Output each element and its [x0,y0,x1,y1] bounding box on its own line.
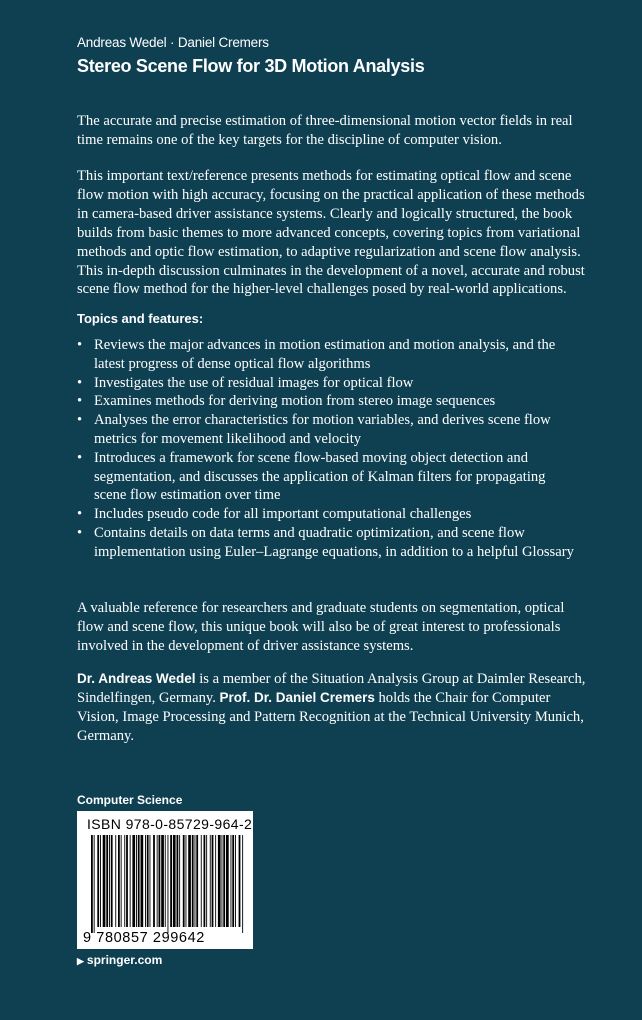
features-list [77,336,577,562]
barcode-bar [136,835,137,927]
barcode-bar [111,835,113,927]
subject-category: Computer Science [77,793,183,807]
feature-item: • Reviews the major advances in motion estimation and motion analysis, and the latest progress of dense optical flow algorithms [77,336,577,374]
author1-name: Dr. Andreas Wedel [77,671,196,686]
barcode-bar [195,835,196,927]
topics-heading: Topics and features: [77,311,204,326]
barcode-bar [138,835,140,927]
barcode-bar [188,835,191,927]
barcode-bar [126,835,128,927]
barcode-bar [192,835,194,927]
feature-item: • Investigates the use of residual images for optical flow [77,374,577,393]
barcode-digits: 9 780857 299642 [83,930,205,946]
barcode-bar [232,835,234,927]
summary-paragraph: This important text/reference presents methods for estimating optical flow and scene flow motion with high accuracy, focusing on the practical application of these methods in camera-based driver assistance systems. Clearly and logically structured, the book builds from basic themes to more advanced concepts, covering topics from variational methods and optic flow estimation, to adaptive regularization and scene flow analysis. This in-depth discussion culminates in the development of a novel, accurate and robust scene flow method for the higher-level challenges posed by real-world applications. [77,168,585,298]
author2-text: holds the Chair for Computer Vision, Image Processing and Pattern Recognition at the Technical University Munich, Germany. [77,689,584,744]
barcode-bar [231,835,232,927]
barcode-bar [94,835,95,933]
barcode-bar [106,835,108,927]
barcode-bar [222,835,223,927]
barcode-bar [218,835,221,927]
feature-item: • Introduces a framework for scene flow-based moving object detection and segmentation, and discusses the application of Kalman filters for propagating scene flow estimation over time [77,449,577,505]
barcode-bar [179,835,180,927]
website-text: springer.com [86,953,163,967]
barcode-bar [223,835,225,927]
barcode-bars [77,811,253,949]
barcode-bar [210,835,211,927]
barcode-bar [204,835,206,927]
barcode-bar [100,835,101,927]
arrow-right-icon: ▶ [77,956,84,966]
feature-item: • Analyses the error characteristics for motion variables, and derives scene flow metrics for movement likelihood and velocity [77,411,577,449]
barcode-bar [121,835,122,927]
barcode-bar [91,835,93,933]
barcode-bar [132,835,135,927]
barcode-bar [170,835,172,927]
intro-paragraph: The accurate and precise estimation of three-dimensional motion vector fields in real time remains one of the key targets for the discipline of computer vision. [77,113,573,148]
barcode-bar [165,835,166,927]
barcode-bar [157,835,158,927]
barcode [77,811,253,949]
author2-name: Prof. Dr. Daniel Cremers [219,689,375,705]
barcode-bar [124,835,125,927]
barcode-bar [130,835,131,927]
barcode-bar [201,835,202,927]
barcode-bar [150,835,151,927]
barcode-bar [242,835,243,933]
barcode-bar [212,835,214,927]
feature-item: • Contains details on data terms and quadratic optimization, and scene flow implementation using Euler–Lagrange equations, in addition to a helpful Glossary [77,524,577,562]
barcode-bar [186,835,187,927]
barcode-bar [177,835,179,927]
barcode-bar [173,835,176,927]
isbn-number: ISBN 978-0-85729-964-2 [87,816,253,832]
authors: Andreas Wedel · Daniel Cremers [77,35,269,50]
barcode-bar [239,835,241,927]
barcode-bar [115,835,116,927]
audience-paragraph: A valuable reference for researchers and graduate students on segmentation, optical flow and scene flow, this unique book will also be of great interest to professionals involved in the development of driver assistance systems. [77,600,565,654]
feature-item: • Includes pseudo code for all important computational challenges [77,505,577,524]
barcode-bar [168,835,169,933]
author1-text: is a member of the Situation Analysis Group at Daimler Research, Sindelfingen, Germany. [77,671,586,706]
barcode-bar [141,835,144,927]
barcode-bar [103,835,106,927]
barcode-bar [215,835,216,927]
barcode-bar [226,835,229,927]
barcode-bar [161,835,164,927]
barcode-bar [145,835,146,927]
barcode-bar [118,835,120,927]
website-link[interactable] [77,953,162,967]
barcode-bar [153,835,155,927]
barcode-bar [97,835,99,927]
barcode-bar [109,835,110,927]
feature-item: • Examines methods for deriving motion from stereo image sequences [77,392,577,411]
barcode-bar [159,835,161,927]
author-bio [77,670,589,746]
barcode-bar [196,835,198,927]
barcode-bar [183,835,185,927]
barcode-bar [147,835,149,927]
barcode-bar [235,835,236,927]
book-title: Stereo Scene Flow for 3D Motion Analysis [77,56,425,76]
barcode-bar [206,835,207,927]
